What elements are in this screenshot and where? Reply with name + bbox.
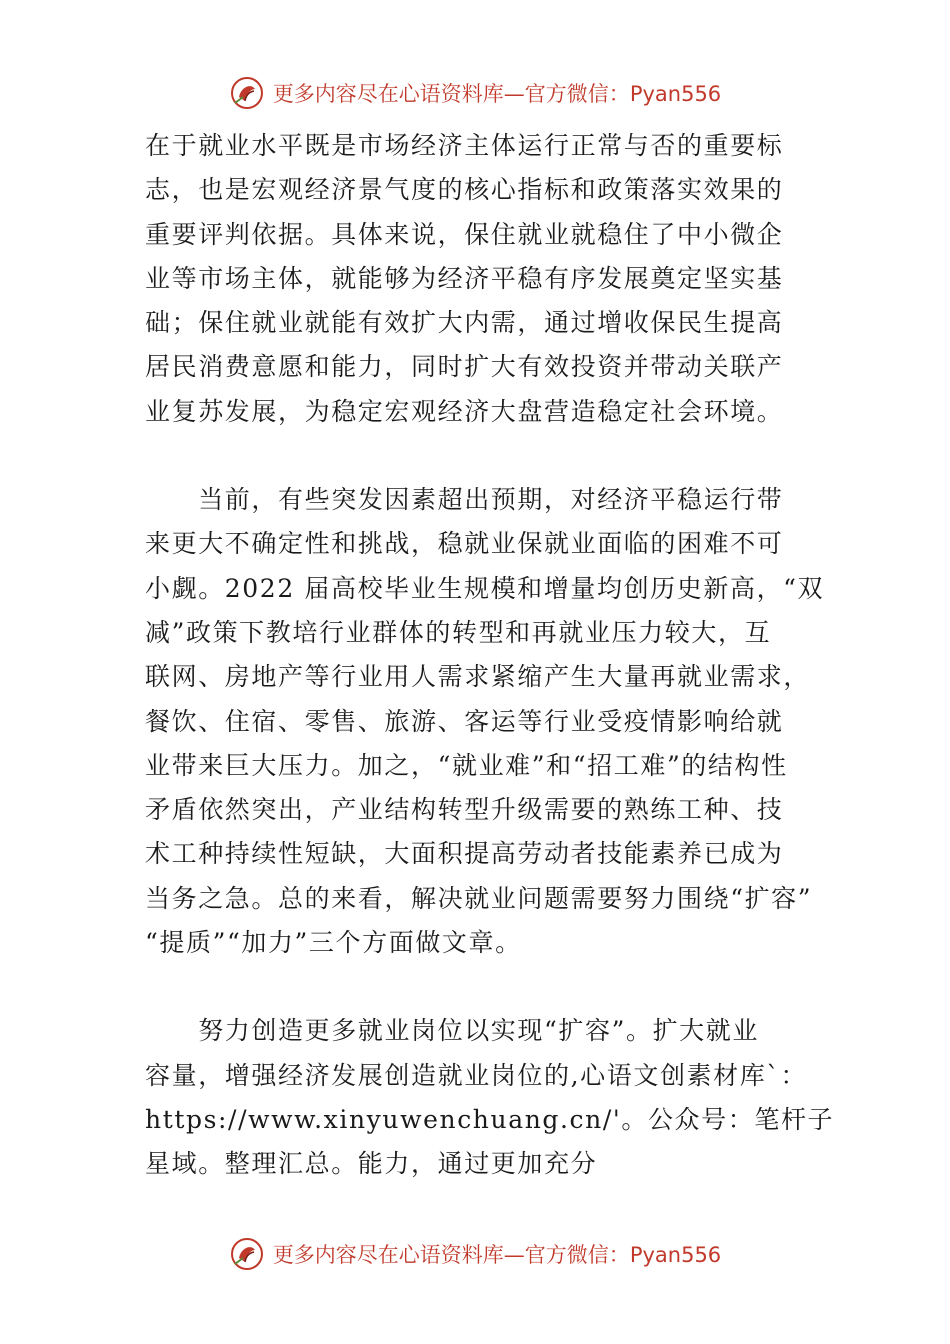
paragraph-2 xyxy=(145,478,835,965)
text-line: 础；保住就业就能有效扩大内需，通过增收保民生提高 xyxy=(145,308,784,338)
text-line: https://www.xinyuwenchuang.cn/'。公众号：笔杆子 xyxy=(145,1104,835,1134)
text-line: 志，也是宏观经济景气度的核心指标和政策落实效果的 xyxy=(145,175,784,205)
text-line: 术工种持续性短缺，大面积提高劳动者技能素养已成为 xyxy=(145,839,784,869)
text-line: 居民消费意愿和能力，同时扩大有效投资并带动关联产 xyxy=(145,352,784,382)
footer-watermark xyxy=(0,1232,950,1276)
rose-logo-icon xyxy=(229,75,265,111)
text-line: 在于就业水平既是市场经济主体运行正常与否的重要标 xyxy=(145,131,784,160)
text-line: 容量，增强经济发展创造就业岗位的,心语文创素材库`： xyxy=(145,1060,808,1090)
paragraph-gap xyxy=(145,434,835,478)
text-line: 小觑。2022 届高校毕业生规模和增量均创历史新高，“双 xyxy=(145,573,825,603)
paragraph-3 xyxy=(145,1009,835,1186)
text-line: “提质”“加力”三个方面做文章。 xyxy=(145,928,522,958)
watermark-wechat-id: Pyan556 xyxy=(629,82,722,106)
text-line: 业带来巨大压力。加之，“就业难”和“招工难”的结构性 xyxy=(145,750,788,780)
text-line: 矛盾依然突出，产业结构转型升级需要的熟练工种、技 xyxy=(145,795,784,825)
text-line: 餐饮、住宿、零售、旅游、客运等行业受疫情影响给就 xyxy=(145,706,784,736)
header-watermark xyxy=(0,71,950,115)
document-body xyxy=(145,124,835,1187)
text-line: 当务之急。总的来看，解决就业问题需要努力围绕“扩容” xyxy=(145,883,813,913)
watermark-wechat-id: Pyan556 xyxy=(629,1243,722,1267)
rose-logo-icon xyxy=(229,1236,265,1272)
text-line: 联网、房地产等行业用人需求紧缩产生大量再就业需求， xyxy=(145,662,811,692)
watermark-text: 更多内容尽在心语资料库—官方微信：Pyan556 xyxy=(272,1243,722,1267)
text-line: 努力创造更多就业岗位以实现“扩容”。扩大就业 xyxy=(145,1016,759,1046)
paragraph-1 xyxy=(145,124,835,434)
text-line: 重要评判依据。具体来说，保住就业就稳住了中小微企 xyxy=(145,219,784,249)
watermark-text: 更多内容尽在心语资料库—官方微信：Pyan556 xyxy=(272,82,722,106)
text-line: 业复苏发展，为稳定宏观经济大盘营造稳定社会环境。 xyxy=(145,396,784,426)
text-line: 减”政策下教培行业群体的转型和再就业压力较大，互 xyxy=(145,617,772,647)
text-line: 当前，有些突发因素超出预期，对经济平稳运行带 xyxy=(145,485,784,515)
paragraph-gap xyxy=(145,965,835,1009)
text-line: 来更大不确定性和挑战，稳就业保就业面临的困难不可 xyxy=(145,529,784,559)
text-line: 星域。整理汇总。能力，通过更加充分 xyxy=(145,1149,598,1179)
text-line: 业等市场主体，就能够为经济平稳有序发展奠定坚实基 xyxy=(145,263,784,293)
